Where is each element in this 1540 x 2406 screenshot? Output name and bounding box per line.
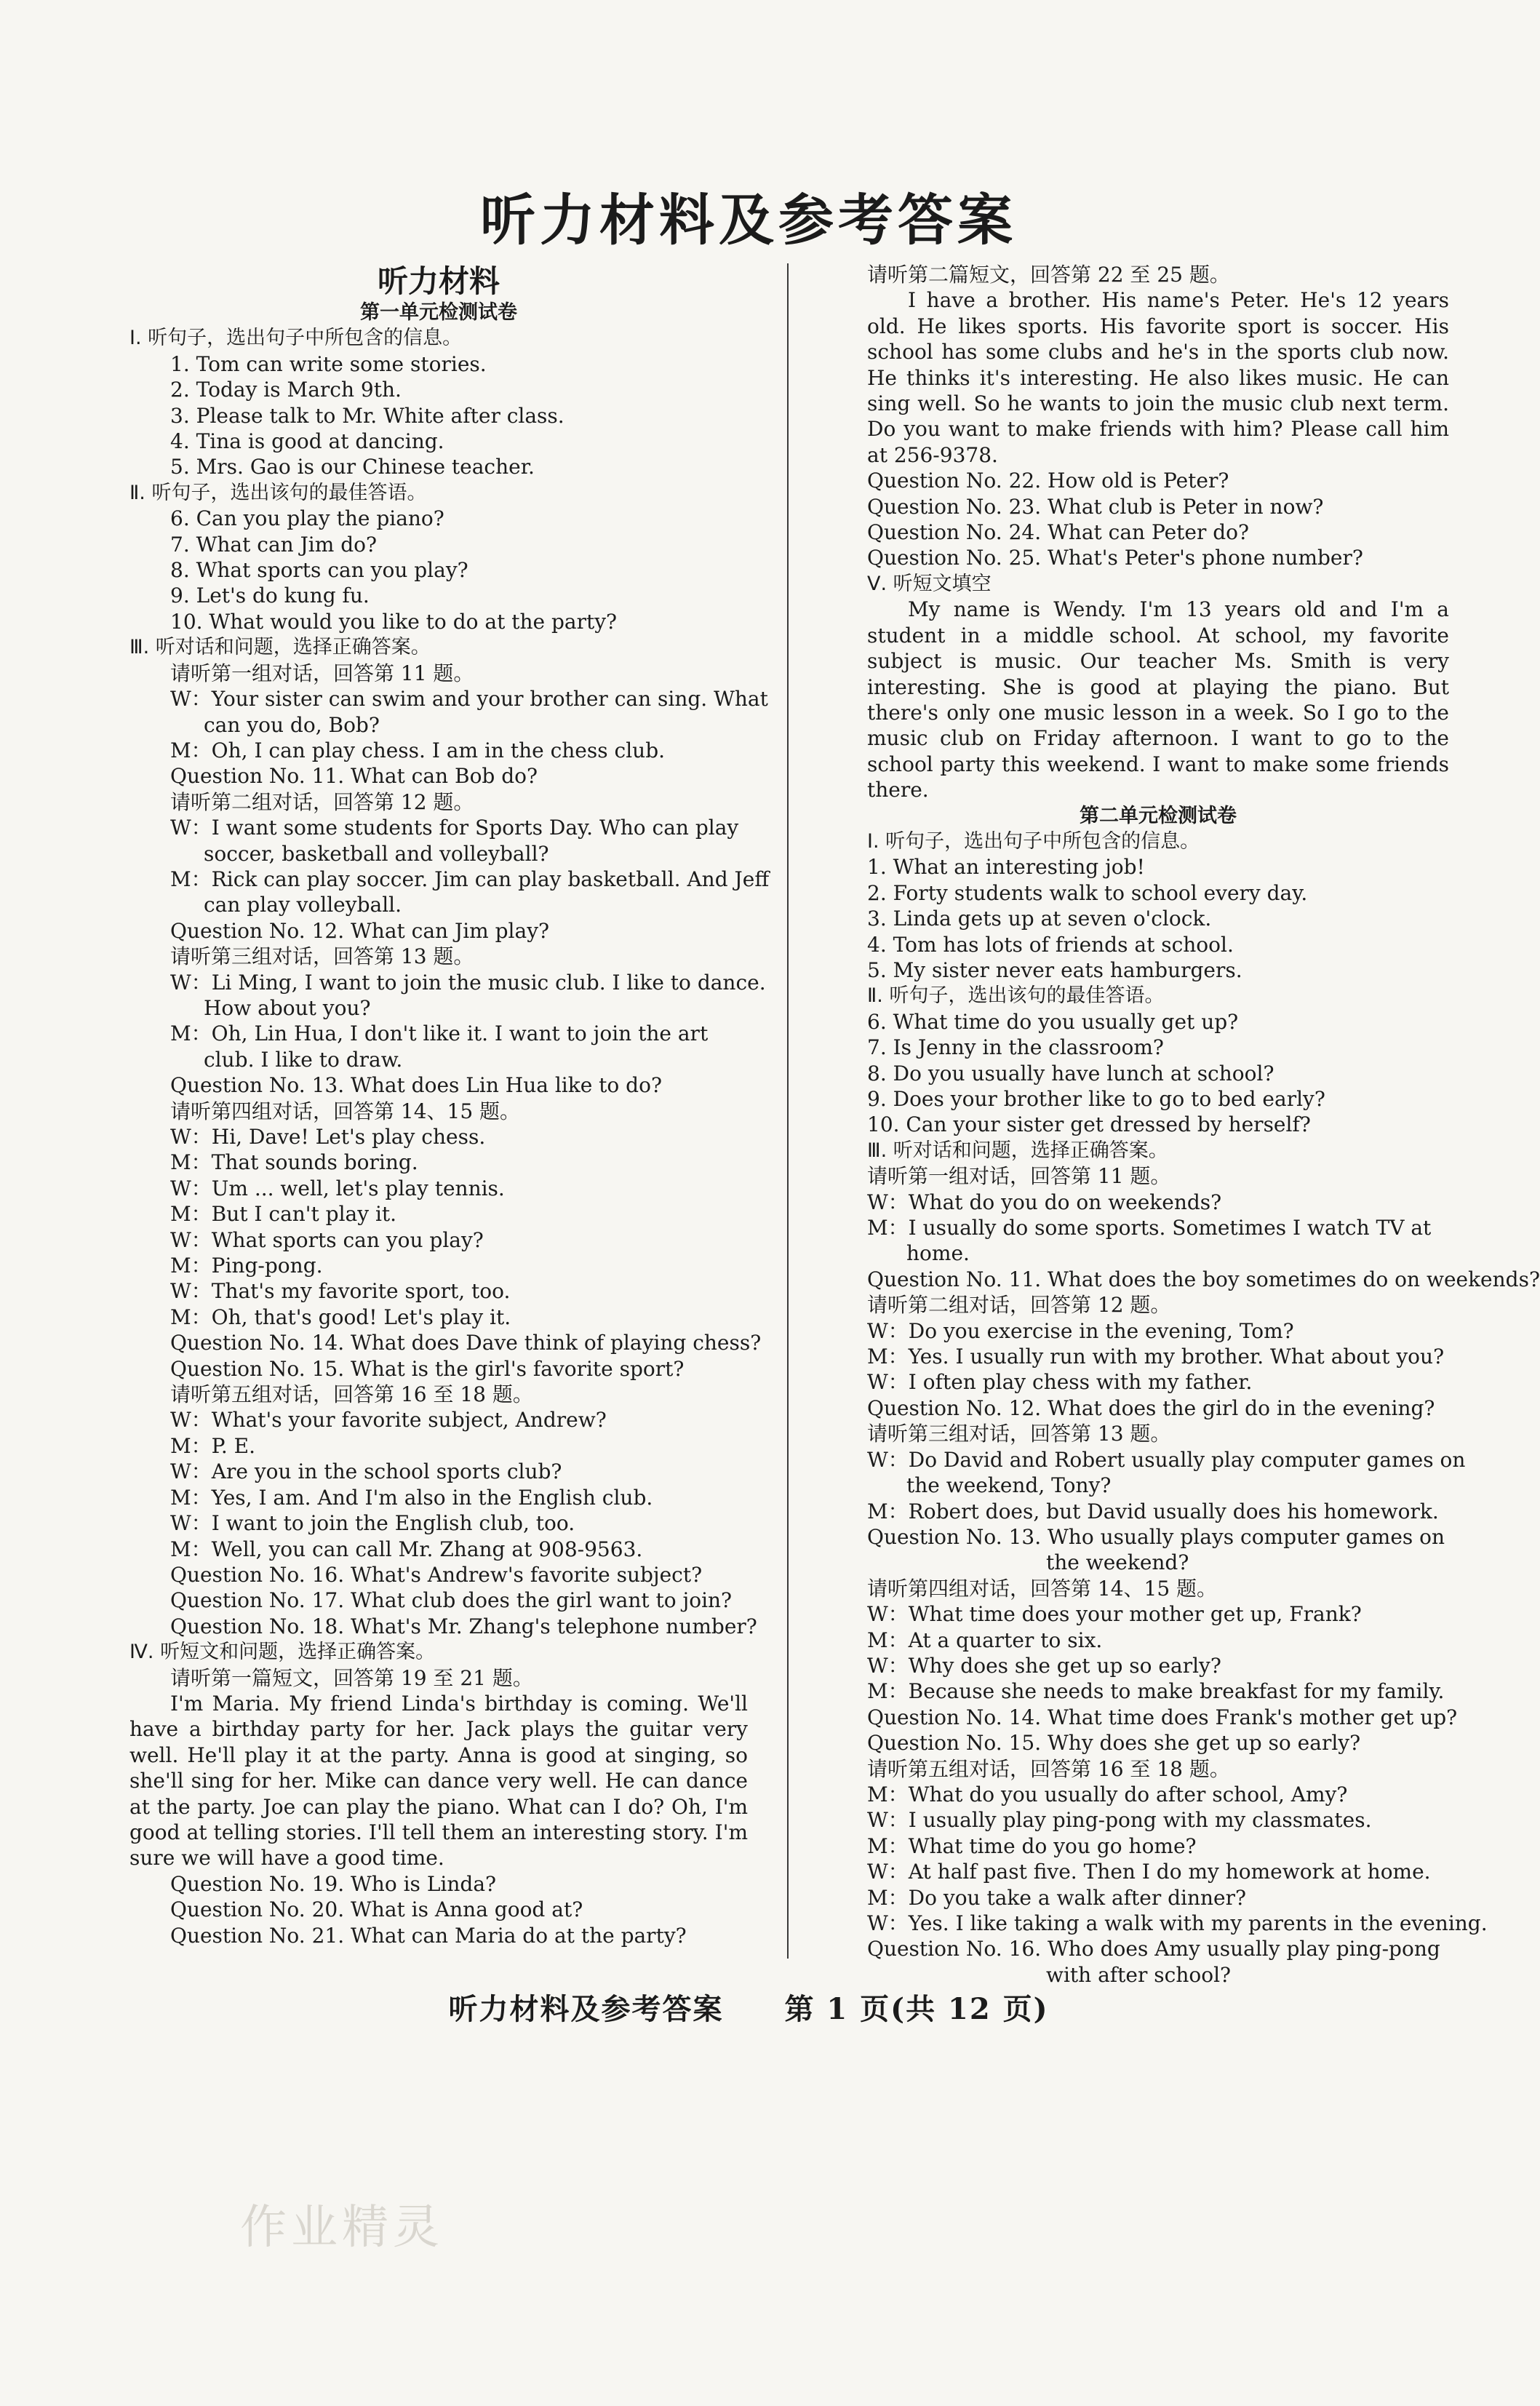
text-line: M：But I can't play it. (170, 1202, 397, 1227)
text-line: W：What time does your mother get up, Frank? (867, 1602, 1362, 1627)
text-line: M：Oh, I can play chess. I am in the chess club. (170, 738, 666, 762)
right-column-body (867, 262, 1540, 1988)
text-line: Question No. 20. What is Anna good at? (170, 1897, 583, 1922)
text-line: Question No. 15. Why does she get up so early? (867, 1731, 1361, 1756)
section-heading: Ⅱ. 听句子，选出该句的最佳答语。 (129, 481, 427, 504)
text-line: M：Because she needs to make breakfast for my family. (867, 1679, 1445, 1704)
left-column (129, 263, 770, 1948)
text-line: W：Yes. I like taking a walk with my parents in the evening. (867, 1911, 1488, 1935)
text-line: M：What do you usually do after school, Amy? (867, 1782, 1348, 1807)
text-line: W：That's my favorite sport, too. (170, 1279, 511, 1304)
text-line: 8. What sports can you play? (170, 558, 468, 583)
text-line: 请听第四组对话，回答第 14、15 题。 (170, 1099, 521, 1123)
text-line: Question No. 13. What does Lin Hua like to do? (170, 1073, 662, 1098)
text-line: Question No. 15. What is the girl's favorite sport? (170, 1356, 685, 1381)
text-line: M：That sounds boring. (170, 1150, 418, 1175)
section-heading: Ⅱ. 听句子，选出该句的最佳答语。 (867, 984, 1165, 1008)
text-line: W：What's your favorite subject, Andrew? (170, 1408, 607, 1433)
text-line: Question No. 17. What club does the girl want to join? (170, 1588, 733, 1613)
text-line: Question No. 16. Who does Amy usually play ping-pong (867, 1937, 1440, 1961)
text-line: How about you? (204, 995, 371, 1020)
text-line: Question No. 14. What time does Frank's mother get up? (867, 1705, 1458, 1729)
page-title: 听力材料及参考答案 (480, 188, 1017, 252)
text-line: W：Why does she get up so early? (867, 1653, 1221, 1678)
text-line: 请听第三组对话，回答第 13 题。 (170, 944, 474, 969)
text-line: M：Yes. I usually run with my brother. What about you? (867, 1345, 1445, 1369)
text-line: W：I often play chess with my father. (867, 1370, 1253, 1395)
text-line: W：I want some students for Sports Day. Who can play (170, 816, 739, 840)
text-line: 9. Does your brother like to go to bed early? (867, 1087, 1325, 1111)
text-line: the weekend, Tony? (906, 1473, 1112, 1498)
text-line: W：I want to join the English club, too. (170, 1511, 575, 1536)
text-line: 3. Please talk to Mr. White after class. (170, 403, 564, 428)
text-line: W：Do you exercise in the evening, Tom? (867, 1318, 1294, 1343)
text-line: M：Yes, I am. And I'm also in the English club. (170, 1485, 653, 1510)
section-heading: Ⅲ. 听对话和问题，选择正确答案。 (867, 1139, 1168, 1162)
text-line: M：Rick can play soccer. Jim can play basketball. And Jeff (170, 867, 770, 891)
text-line: 6. What time do you usually get up? (867, 1009, 1239, 1034)
text-line: Question No. 11. What can Bob do? (170, 764, 538, 789)
unit1-title: 第一单元检测试卷 (360, 301, 517, 324)
text-line: 请听第三组对话，回答第 13 题。 (867, 1422, 1171, 1446)
passage-paragraph: My name is Wendy. I'm 13 years old and I'm a student in a middle school. At school, my favorite subject is music. Our teacher Ms. Smith is very interesting. She is good at playing the piano. But there's only one music lesson in a week. So I go to the music club on Friday afternoon. I want to go to the school party this weekend. I want to make some friends there. (867, 597, 1449, 802)
text-line: 2. Forty students walk to school every day. (867, 880, 1308, 905)
text-line: the weekend? (1046, 1550, 1189, 1575)
watermark: 作业精灵 (240, 2201, 444, 2255)
column-divider (787, 263, 789, 1959)
text-line: Question No. 11. What does the boy sometimes do on weekends? (867, 1267, 1540, 1291)
text-line: Question No. 12. What can Jim play? (170, 918, 550, 943)
text-line: M：Ping-pong. (170, 1254, 323, 1278)
text-line: 请听第一组对话，回答第 11 题。 (170, 661, 474, 685)
text-line: can you do, Bob? (204, 712, 380, 737)
text-line: 请听第四组对话，回答第 14、15 题。 (867, 1576, 1218, 1601)
text-line: M：I usually do some sports. Sometimes I watch TV at (867, 1216, 1432, 1240)
text-line: W：Your sister can swim and your brother can sing. What (170, 687, 768, 712)
text-line: 3. Linda gets up at seven o'clock. (867, 907, 1212, 931)
text-line: M：Oh, Lin Hua, I don't like it. I want to join the art (170, 1021, 709, 1046)
text-line: Question No. 21. What can Maria do at the party? (170, 1923, 687, 1948)
text-line: Question No. 13. Who usually plays computer games on (867, 1524, 1445, 1549)
text-line: 7. Is Jenny in the classroom? (867, 1035, 1164, 1060)
text-line: with after school? (1046, 1962, 1232, 1987)
text-line: 1. What an interesting job! (867, 855, 1145, 880)
text-line: 4. Tom has lots of friends at school. (867, 932, 1234, 957)
text-line: M：Oh, that's good! Let's play it. (170, 1304, 511, 1329)
left-column-body (129, 325, 770, 1948)
text-line: Question No. 22. How old is Peter? (867, 469, 1229, 493)
text-line: home. (906, 1241, 970, 1266)
text-line: 5. My sister never eats hamburgers. (867, 957, 1242, 982)
text-line: W：Hi, Dave! Let's play chess. (170, 1125, 486, 1149)
text-line: 10. Can your sister get dressed by herself? (867, 1112, 1311, 1137)
text-line: W：Do David and Robert usually play computer games on (867, 1447, 1466, 1472)
text-line: Question No. 19. Who is Linda? (170, 1871, 497, 1896)
text-line: W：Are you in the school sports club? (170, 1459, 562, 1484)
text-line: M：Robert does, but David usually does his homework. (867, 1499, 1439, 1523)
text-line: W：What do you do on weekends? (867, 1190, 1222, 1214)
passage-paragraph: I'm Maria. My friend Linda's birthday is coming. We'll have a birthday party for her. Jack plays the guitar very well. He'll play it at the party. Anna is good at singing, so she'll sing for her. Mike can dance very well. He can dance at the party. Joe can play the piano. What can I do? Oh, I'm good at telling stories. I'll tell them an interesting story. I'm sure we will have a good time. (129, 1691, 748, 1871)
text-line: 请听第二篇短文，回答第 22 至 25 题。 (867, 263, 1230, 287)
text-line: W：At half past five. Then I do my homework at home. (867, 1860, 1431, 1884)
text-line: 请听第二组对话，回答第 12 题。 (867, 1293, 1171, 1318)
text-line: W：Li Ming, I want to join the music club. I like to dance. (170, 970, 766, 995)
text-line: Question No. 16. What's Andrew's favorite subject? (170, 1562, 703, 1587)
text-line: M：P. E. (170, 1433, 255, 1458)
text-line: soccer, basketball and volleyball? (204, 841, 549, 866)
text-line: club. I like to draw. (204, 1047, 403, 1072)
text-line: 请听第一组对话，回答第 11 题。 (867, 1164, 1171, 1189)
text-line: can play volleyball. (204, 893, 402, 917)
right-column (867, 262, 1540, 1988)
section-heading: Ⅰ. 听句子，选出句子中所包含的信息。 (129, 327, 463, 350)
text-line: 请听第五组对话，回答第 16 至 18 题。 (867, 1756, 1230, 1781)
text-line: 1. Tom can write some stories. (170, 351, 487, 376)
text-line: M：Well, you can call Mr. Zhang at 908-9563. (170, 1537, 643, 1561)
column-title: 听力材料 (377, 263, 500, 299)
text-line: Question No. 24. What can Peter do? (867, 520, 1250, 545)
text-line: W：I usually play ping-pong with my classmates. (867, 1808, 1372, 1833)
section-heading: Ⅲ. 听对话和问题，选择正确答案。 (129, 636, 431, 659)
unit-title: 第二单元检测试卷 (1080, 804, 1237, 827)
text-line: W：What sports can you play? (170, 1227, 484, 1252)
text-line: Question No. 18. What's Mr. Zhang's telephone number? (170, 1614, 757, 1638)
text-line: M：Do you take a walk after dinner? (867, 1885, 1247, 1910)
text-line: 9. Let's do kung fu. (170, 583, 370, 608)
section-heading: Ⅴ. 听短文填空 (867, 572, 992, 595)
text-line: 请听第五组对话，回答第 16 至 18 题。 (170, 1382, 533, 1407)
text-line: 7. What can Jim do? (170, 532, 378, 557)
text-line: 请听第一篇短文，回答第 19 至 21 题。 (170, 1665, 533, 1690)
passage-paragraph: I have a brother. His name's Peter. He's 12 years old. He likes sports. His favorite sport is soccer. His school has some clubs and he's in the sports club now. He thinks it's interesting. He also likes music. He can sing well. So he wants to join the music club next term. Do you want to make friends with him? Please call him at 256-9378. (867, 288, 1449, 467)
text-line: Question No. 12. What does the girl do in the evening? (867, 1395, 1435, 1420)
section-heading: Ⅰ. 听句子，选出句子中所包含的信息。 (867, 829, 1200, 853)
text-line: M：What time do you go home? (867, 1833, 1197, 1858)
text-line: 10. What would you like to do at the party? (170, 609, 618, 634)
text-line: 6. Can you play the piano? (170, 506, 444, 531)
text-line: Question No. 14. What does Dave think of playing chess? (170, 1331, 762, 1355)
text-line: 5. Mrs. Gao is our Chinese teacher. (170, 455, 535, 479)
text-line: 8. Do you usually have lunch at school? (867, 1061, 1274, 1086)
text-line: Question No. 23. What club is Peter in now? (867, 494, 1324, 519)
text-line: W：Um ... well, let's play tennis. (170, 1176, 505, 1200)
text-line: M：At a quarter to six. (867, 1628, 1103, 1652)
text-line: 4. Tina is good at dancing. (170, 429, 444, 454)
text-line: Question No. 25. What's Peter's phone number? (867, 546, 1363, 570)
text-line: 请听第二组对话，回答第 12 题。 (170, 789, 474, 814)
section-heading: Ⅳ. 听短文和问题，选择正确答案。 (129, 1641, 436, 1664)
text-line: 2. Today is March 9th. (170, 378, 402, 402)
page-footer: 听力材料及参考答案 第 1 页(共 12 页) (448, 1992, 1049, 2026)
